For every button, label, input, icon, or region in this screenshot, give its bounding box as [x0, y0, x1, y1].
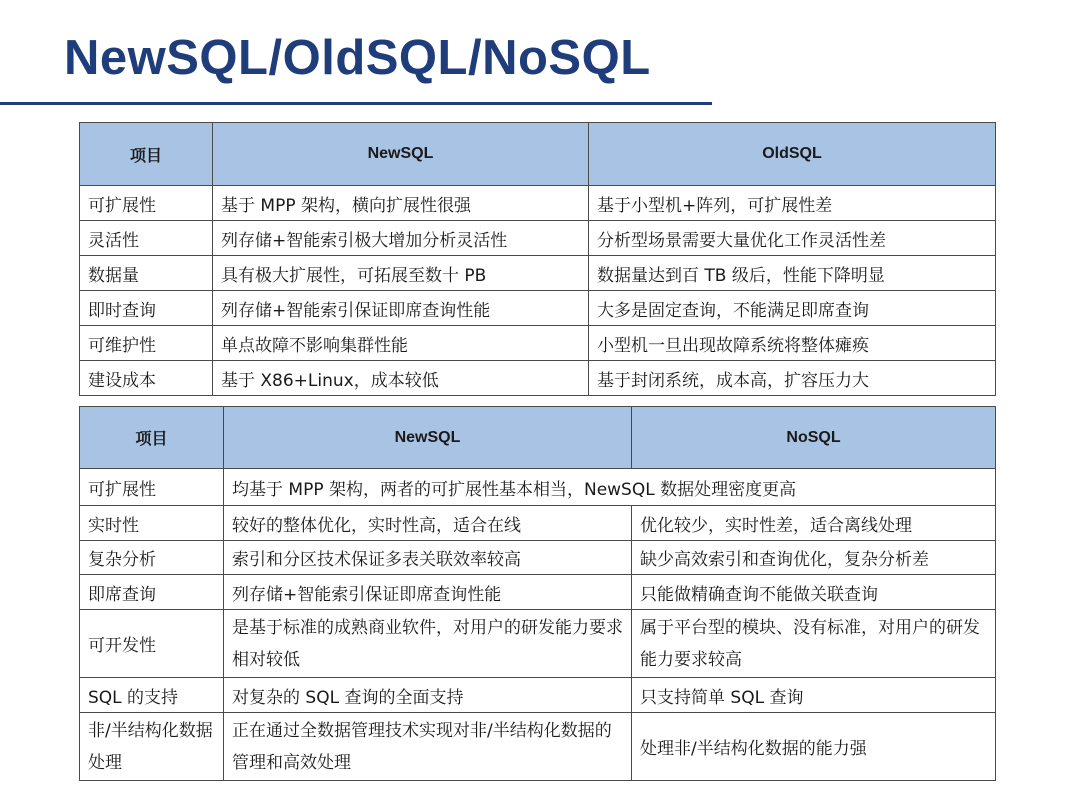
table-row [80, 221, 996, 256]
row-label: 非/半结构化数据处理 [80, 713, 224, 781]
table-row [80, 610, 996, 678]
row-label: 可维护性 [80, 326, 213, 361]
header-newsql: NewSQL [224, 407, 632, 469]
table-row [80, 291, 996, 326]
table-row [80, 506, 996, 541]
oldsql-cell: 基于小型机+阵列，可扩展性差 [589, 186, 996, 221]
newsql-cell: 索引和分区技术保证多表关联效率较高 [224, 541, 632, 575]
row-label: 可扩展性 [80, 186, 213, 221]
oldsql-cell: 大多是固定查询，不能满足即席查询 [589, 291, 996, 326]
newsql-cell: 较好的整体优化，实时性高，适合在线 [224, 506, 632, 541]
oldsql-cell: 小型机一旦出现故障系统将整体瘫痪 [589, 326, 996, 361]
title-underline [0, 102, 712, 105]
oldsql-cell: 基于封闭系统，成本高，扩容压力大 [589, 361, 996, 396]
newsql-cell: 列存储+智能索引保证即席查询性能 [224, 575, 632, 610]
newsql-cell: 单点故障不影响集群性能 [213, 326, 589, 361]
newsql-cell: 基于 MPP 架构，横向扩展性很强 [213, 186, 589, 221]
newsql-cell: 正在通过全数据管理技术实现对非/半结构化数据的管理和高效处理 [224, 713, 632, 781]
table-row [80, 678, 996, 713]
nosql-cell: 处理非/半结构化数据的能力强 [632, 713, 996, 781]
oldsql-cell: 分析型场景需要大量优化工作灵活性差 [589, 221, 996, 256]
header-nosql: NoSQL [632, 407, 996, 469]
row-label: 可开发性 [80, 610, 224, 678]
shared-cell: 均基于 MPP 架构，两者的可扩展性基本相当，NewSQL 数据处理密度更高 [224, 469, 996, 506]
slide-title: NewSQL/OldSQL/NoSQL [64, 31, 651, 85]
newsql-nosql-table [79, 406, 996, 781]
row-label: 实时性 [80, 506, 224, 541]
table-row [80, 361, 996, 396]
table-row [80, 326, 996, 361]
nosql-cell: 只能做精确查询不能做关联查询 [632, 575, 996, 610]
newsql-cell: 列存储+智能索引保证即席查询性能 [213, 291, 589, 326]
oldsql-cell: 数据量达到百 TB 级后，性能下降明显 [589, 256, 996, 291]
nosql-cell: 优化较少，实时性差，适合离线处理 [632, 506, 996, 541]
row-label: 即席查询 [80, 575, 224, 610]
table-row [80, 713, 996, 781]
table-row [80, 541, 996, 575]
header-newsql: NewSQL [213, 123, 589, 186]
newsql-cell: 具有极大扩展性，可拓展至数十 PB [213, 256, 589, 291]
nosql-cell: 缺少高效索引和查询优化，复杂分析差 [632, 541, 996, 575]
header-oldsql: OldSQL [589, 123, 996, 186]
newsql-cell: 对复杂的 SQL 查询的全面支持 [224, 678, 632, 713]
header-item: 项目 [80, 407, 224, 469]
table-row [80, 186, 996, 221]
header-item: 项目 [80, 123, 213, 186]
row-label: 可扩展性 [80, 469, 224, 506]
nosql-cell: 属于平台型的模块、没有标准，对用户的研发能力要求较高 [632, 610, 996, 678]
table-row [80, 256, 996, 291]
table-header-row [80, 407, 996, 469]
table-row [80, 469, 996, 506]
row-label: 即时查询 [80, 291, 213, 326]
row-label: 复杂分析 [80, 541, 224, 575]
row-label: 数据量 [80, 256, 213, 291]
newsql-cell: 列存储+智能索引极大增加分析灵活性 [213, 221, 589, 256]
table-header-row [80, 123, 996, 186]
row-label: SQL 的支持 [80, 678, 224, 713]
newsql-cell: 基于 X86+Linux，成本较低 [213, 361, 589, 396]
row-label: 建设成本 [80, 361, 213, 396]
nosql-cell: 只支持简单 SQL 查询 [632, 678, 996, 713]
newsql-cell: 是基于标准的成熟商业软件，对用户的研发能力要求相对较低 [224, 610, 632, 678]
table-row [80, 575, 996, 610]
row-label: 灵活性 [80, 221, 213, 256]
newsql-oldsql-table [79, 122, 996, 396]
